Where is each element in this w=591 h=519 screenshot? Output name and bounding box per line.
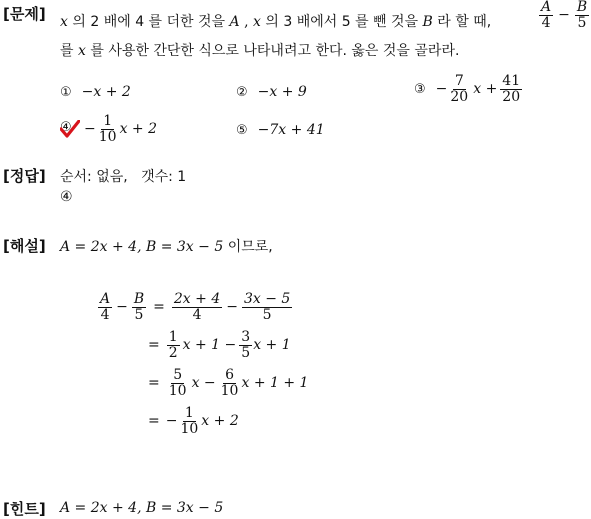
choice-expr: −7x + 41: [257, 122, 325, 138]
derivation-step-1: [97, 292, 293, 322]
frac-num: 6: [225, 367, 235, 383]
solution-intro: [60, 236, 273, 256]
derivation-step-4: [148, 406, 239, 436]
problem-line-2: [60, 40, 459, 60]
step-expr: x + 1: [253, 337, 291, 354]
choice-fraction: [448, 74, 470, 104]
frac-num: 5: [173, 367, 183, 383]
frac-den: 5: [262, 306, 272, 323]
choice-number: ③: [414, 81, 426, 97]
choice-number: ④: [60, 120, 72, 136]
solution-expr: A = 2x + 4, B = 3x − 5: [60, 239, 224, 255]
frac-den: 20: [450, 88, 469, 105]
step-fraction: [167, 368, 189, 398]
var-x-3: x: [77, 43, 86, 59]
frac-num: 7: [454, 73, 464, 89]
choice-number: ②: [236, 84, 248, 100]
equals-sign: =: [148, 413, 160, 430]
minus-sign: −: [226, 299, 238, 316]
problem-text-4: 를: [60, 43, 74, 59]
frac-num: B: [133, 291, 145, 307]
problem-comma: ,: [244, 14, 254, 30]
solution-intro-text: 이므로,: [227, 239, 273, 255]
frac-num: 2x + 4: [173, 291, 221, 307]
derivation-step-2: [148, 330, 291, 360]
step-expr: x + 1 −: [182, 337, 237, 354]
frac-den: 10: [98, 128, 117, 145]
choice-fraction-2: [500, 74, 522, 104]
frac-den: 5: [577, 14, 587, 31]
solution-tag: [해설]: [3, 237, 46, 255]
step-fraction: [239, 330, 252, 360]
frac-den: 5: [241, 344, 251, 361]
frac-A-over-4: [98, 292, 112, 322]
minus-sign: −: [165, 413, 178, 430]
choice-expr: −x + 9: [257, 84, 307, 100]
step-fraction: [172, 292, 222, 322]
frac-den: 10: [220, 382, 239, 399]
frac-den: 4: [192, 306, 202, 323]
checkmark-icon: [60, 120, 80, 138]
choice-3[interactable]: [414, 74, 523, 104]
frac-A-over-4: [539, 0, 553, 30]
frac-B-over-5: [132, 292, 146, 322]
step-fraction: [178, 406, 200, 436]
var-x-2: x: [253, 14, 261, 30]
equals-sign: =: [148, 337, 160, 354]
hint-tag: [힌트]: [3, 500, 46, 518]
problem-text-3: 라 할 때,: [437, 14, 492, 30]
equals-sign: =: [148, 375, 160, 392]
answer-meta: 순서: 없음, 갯수: 1: [60, 169, 187, 185]
frac-num: B: [576, 0, 588, 15]
step-expr: x + 1 + 1: [241, 375, 309, 392]
check-icon: [60, 121, 76, 137]
frac-num: 1: [103, 113, 113, 129]
derivation-step-3: [148, 368, 308, 398]
choice-number: ⑤: [236, 122, 248, 138]
step-fraction: [219, 368, 241, 398]
frac-num: 1: [168, 329, 178, 345]
frac-num: A: [100, 291, 111, 307]
problem-text-2: 의 3 배에서 5 를 뺀 것을: [265, 14, 419, 30]
choice-expr: x + 2: [119, 121, 157, 138]
frac-den: 10: [168, 382, 187, 399]
choice-minus: −: [435, 81, 448, 98]
var-A: A: [229, 14, 240, 30]
choice-expr: −x + 2: [81, 84, 131, 100]
choice-1[interactable]: [60, 84, 131, 100]
frac-num: 41: [502, 73, 521, 89]
problem-text-1: 의 2 배에 4 를 더한 것을: [72, 14, 226, 30]
frac-num: A: [541, 0, 552, 15]
var-x: x: [60, 14, 68, 30]
problem-fraction-expr: [538, 0, 590, 30]
choice-minus: −: [84, 121, 96, 138]
step-expr: x + 2: [201, 413, 239, 430]
choice-fraction: [97, 114, 119, 144]
frac-B-over-5: [575, 0, 589, 30]
answer-tag: [정답]: [3, 167, 46, 185]
step-fraction: [167, 330, 180, 360]
frac-num: 3: [241, 329, 251, 345]
minus-sign: −: [558, 7, 570, 24]
frac-den: 5: [134, 306, 144, 323]
equals-sign: =: [153, 299, 165, 316]
frac-den: 20: [502, 88, 521, 105]
answer-value: ④: [60, 189, 73, 205]
choice-4[interactable]: [60, 114, 157, 144]
step-expr: x −: [191, 375, 216, 392]
problem-line-1: [60, 11, 491, 31]
choice-5[interactable]: [236, 122, 325, 138]
frac-den: 4: [100, 306, 110, 323]
choice-number: ①: [60, 84, 72, 100]
choice-expr: x +: [473, 81, 498, 98]
var-B: B: [422, 14, 433, 30]
frac-den: 2: [168, 344, 178, 361]
problem-tag: [문제]: [3, 5, 46, 23]
frac-den: 10: [180, 420, 199, 437]
hint-expr: A = 2x + 4, B = 3x − 5: [60, 500, 224, 516]
problem-text-5: 를 사용한 간단한 식으로 나타내려고 한다. 옳은 것을 골라라.: [90, 43, 460, 59]
frac-num: 3x − 5: [243, 291, 291, 307]
minus-sign: −: [116, 299, 128, 316]
frac-den: 4: [541, 14, 551, 31]
frac-num: 1: [184, 405, 194, 421]
choice-2[interactable]: [236, 84, 307, 100]
step-fraction: [242, 292, 292, 322]
